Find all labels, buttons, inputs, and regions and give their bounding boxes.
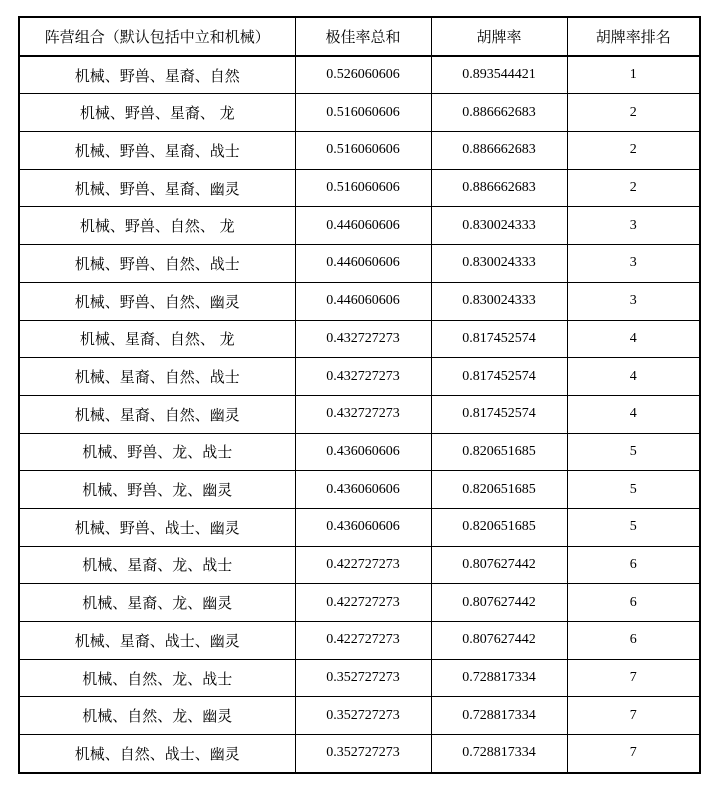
faction-combo-cell: 机械、自然、龙、幽灵 [19,697,295,735]
rank-cell: 6 [567,546,700,584]
win-rate-cell: 0.886662683 [431,169,567,207]
faction-combo-cell: 机械、野兽、龙、幽灵 [19,471,295,509]
faction-combo-cell: 机械、星裔、战士、幽灵 [19,622,295,660]
win-rate-cell: 0.886662683 [431,132,567,170]
header-win-rate: 胡牌率 [431,17,567,56]
table-row [19,471,700,509]
faction-combo-cell: 机械、星裔、自然、战士 [19,358,295,396]
excellent-rate-sum-cell: 0.432727273 [295,395,431,433]
rank-cell: 2 [567,94,700,132]
table-row [19,56,700,94]
faction-combo-cell: 机械、野兽、星裔、幽灵 [19,169,295,207]
rank-cell: 7 [567,735,700,773]
faction-combo-cell: 机械、星裔、龙、幽灵 [19,584,295,622]
header-win-rate-rank: 胡牌率排名 [567,17,700,56]
table-row [19,697,700,735]
excellent-rate-sum-cell: 0.516060606 [295,94,431,132]
win-rate-cell: 0.817452574 [431,395,567,433]
excellent-rate-sum-cell: 0.446060606 [295,282,431,320]
win-rate-cell: 0.830024333 [431,245,567,283]
table-row [19,245,700,283]
win-rate-cell: 0.820651685 [431,508,567,546]
excellent-rate-sum-cell: 0.422727273 [295,584,431,622]
excellent-rate-sum-cell: 0.422727273 [295,546,431,584]
table-row [19,584,700,622]
rank-cell: 1 [567,56,700,94]
table-row [19,358,700,396]
table-body [19,56,700,773]
rank-cell: 5 [567,433,700,471]
table-row [19,94,700,132]
excellent-rate-sum-cell: 0.436060606 [295,508,431,546]
table-row [19,622,700,660]
table-row [19,546,700,584]
rank-cell: 4 [567,358,700,396]
faction-combo-cell: 机械、野兽、星裔、 龙 [19,94,295,132]
win-rate-cell: 0.820651685 [431,471,567,509]
win-rate-cell: 0.728817334 [431,697,567,735]
win-rate-cell: 0.807627442 [431,546,567,584]
table-row [19,508,700,546]
faction-combo-cell: 机械、野兽、自然、战士 [19,245,295,283]
win-rate-cell: 0.817452574 [431,320,567,358]
rank-cell: 2 [567,132,700,170]
excellent-rate-sum-cell: 0.352727273 [295,735,431,773]
table-row [19,433,700,471]
rank-cell: 4 [567,395,700,433]
win-rate-cell: 0.820651685 [431,433,567,471]
win-rate-cell: 0.728817334 [431,659,567,697]
table-row [19,320,700,358]
table-row [19,395,700,433]
faction-combo-cell: 机械、自然、战士、幽灵 [19,735,295,773]
table-row [19,169,700,207]
rank-cell: 2 [567,169,700,207]
excellent-rate-sum-cell: 0.432727273 [295,358,431,396]
faction-combo-cell: 机械、星裔、龙、战士 [19,546,295,584]
win-rate-cell: 0.830024333 [431,282,567,320]
excellent-rate-sum-cell: 0.436060606 [295,471,431,509]
excellent-rate-sum-cell: 0.352727273 [295,697,431,735]
win-rate-cell: 0.807627442 [431,622,567,660]
win-rate-cell: 0.830024333 [431,207,567,245]
rank-cell: 7 [567,697,700,735]
rank-cell: 7 [567,659,700,697]
excellent-rate-sum-cell: 0.446060606 [295,245,431,283]
rank-cell: 6 [567,584,700,622]
excellent-rate-sum-cell: 0.516060606 [295,132,431,170]
rank-cell: 5 [567,471,700,509]
header-faction-combo: 阵营组合（默认包括中立和机械） [19,17,295,56]
excellent-rate-sum-cell: 0.436060606 [295,433,431,471]
rank-cell: 3 [567,282,700,320]
faction-combo-cell: 机械、野兽、星裔、自然 [19,56,295,94]
table-row [19,659,700,697]
faction-combo-cell: 机械、星裔、自然、 龙 [19,320,295,358]
faction-combo-cell: 机械、野兽、自然、 龙 [19,207,295,245]
excellent-rate-sum-cell: 0.526060606 [295,56,431,94]
win-rate-cell: 0.728817334 [431,735,567,773]
faction-combo-cell: 机械、野兽、自然、幽灵 [19,282,295,320]
excellent-rate-sum-cell: 0.432727273 [295,320,431,358]
excellent-rate-sum-cell: 0.352727273 [295,659,431,697]
faction-combo-cell: 机械、星裔、自然、幽灵 [19,395,295,433]
rank-cell: 5 [567,508,700,546]
header-excellent-rate-sum: 极佳率总和 [295,17,431,56]
faction-rate-table [18,16,701,774]
faction-combo-cell: 机械、野兽、战士、幽灵 [19,508,295,546]
rank-cell: 4 [567,320,700,358]
rank-cell: 3 [567,207,700,245]
table-row [19,735,700,773]
excellent-rate-sum-cell: 0.516060606 [295,169,431,207]
excellent-rate-sum-cell: 0.422727273 [295,622,431,660]
win-rate-cell: 0.817452574 [431,358,567,396]
win-rate-cell: 0.807627442 [431,584,567,622]
data-table-container [18,16,699,774]
table-row [19,132,700,170]
win-rate-cell: 0.886662683 [431,94,567,132]
win-rate-cell: 0.893544421 [431,56,567,94]
excellent-rate-sum-cell: 0.446060606 [295,207,431,245]
faction-combo-cell: 机械、野兽、龙、战士 [19,433,295,471]
table-row [19,207,700,245]
table-header [19,17,700,56]
faction-combo-cell: 机械、自然、龙、战士 [19,659,295,697]
rank-cell: 3 [567,245,700,283]
faction-combo-cell: 机械、野兽、星裔、战士 [19,132,295,170]
rank-cell: 6 [567,622,700,660]
header-row [19,17,700,56]
table-row [19,282,700,320]
